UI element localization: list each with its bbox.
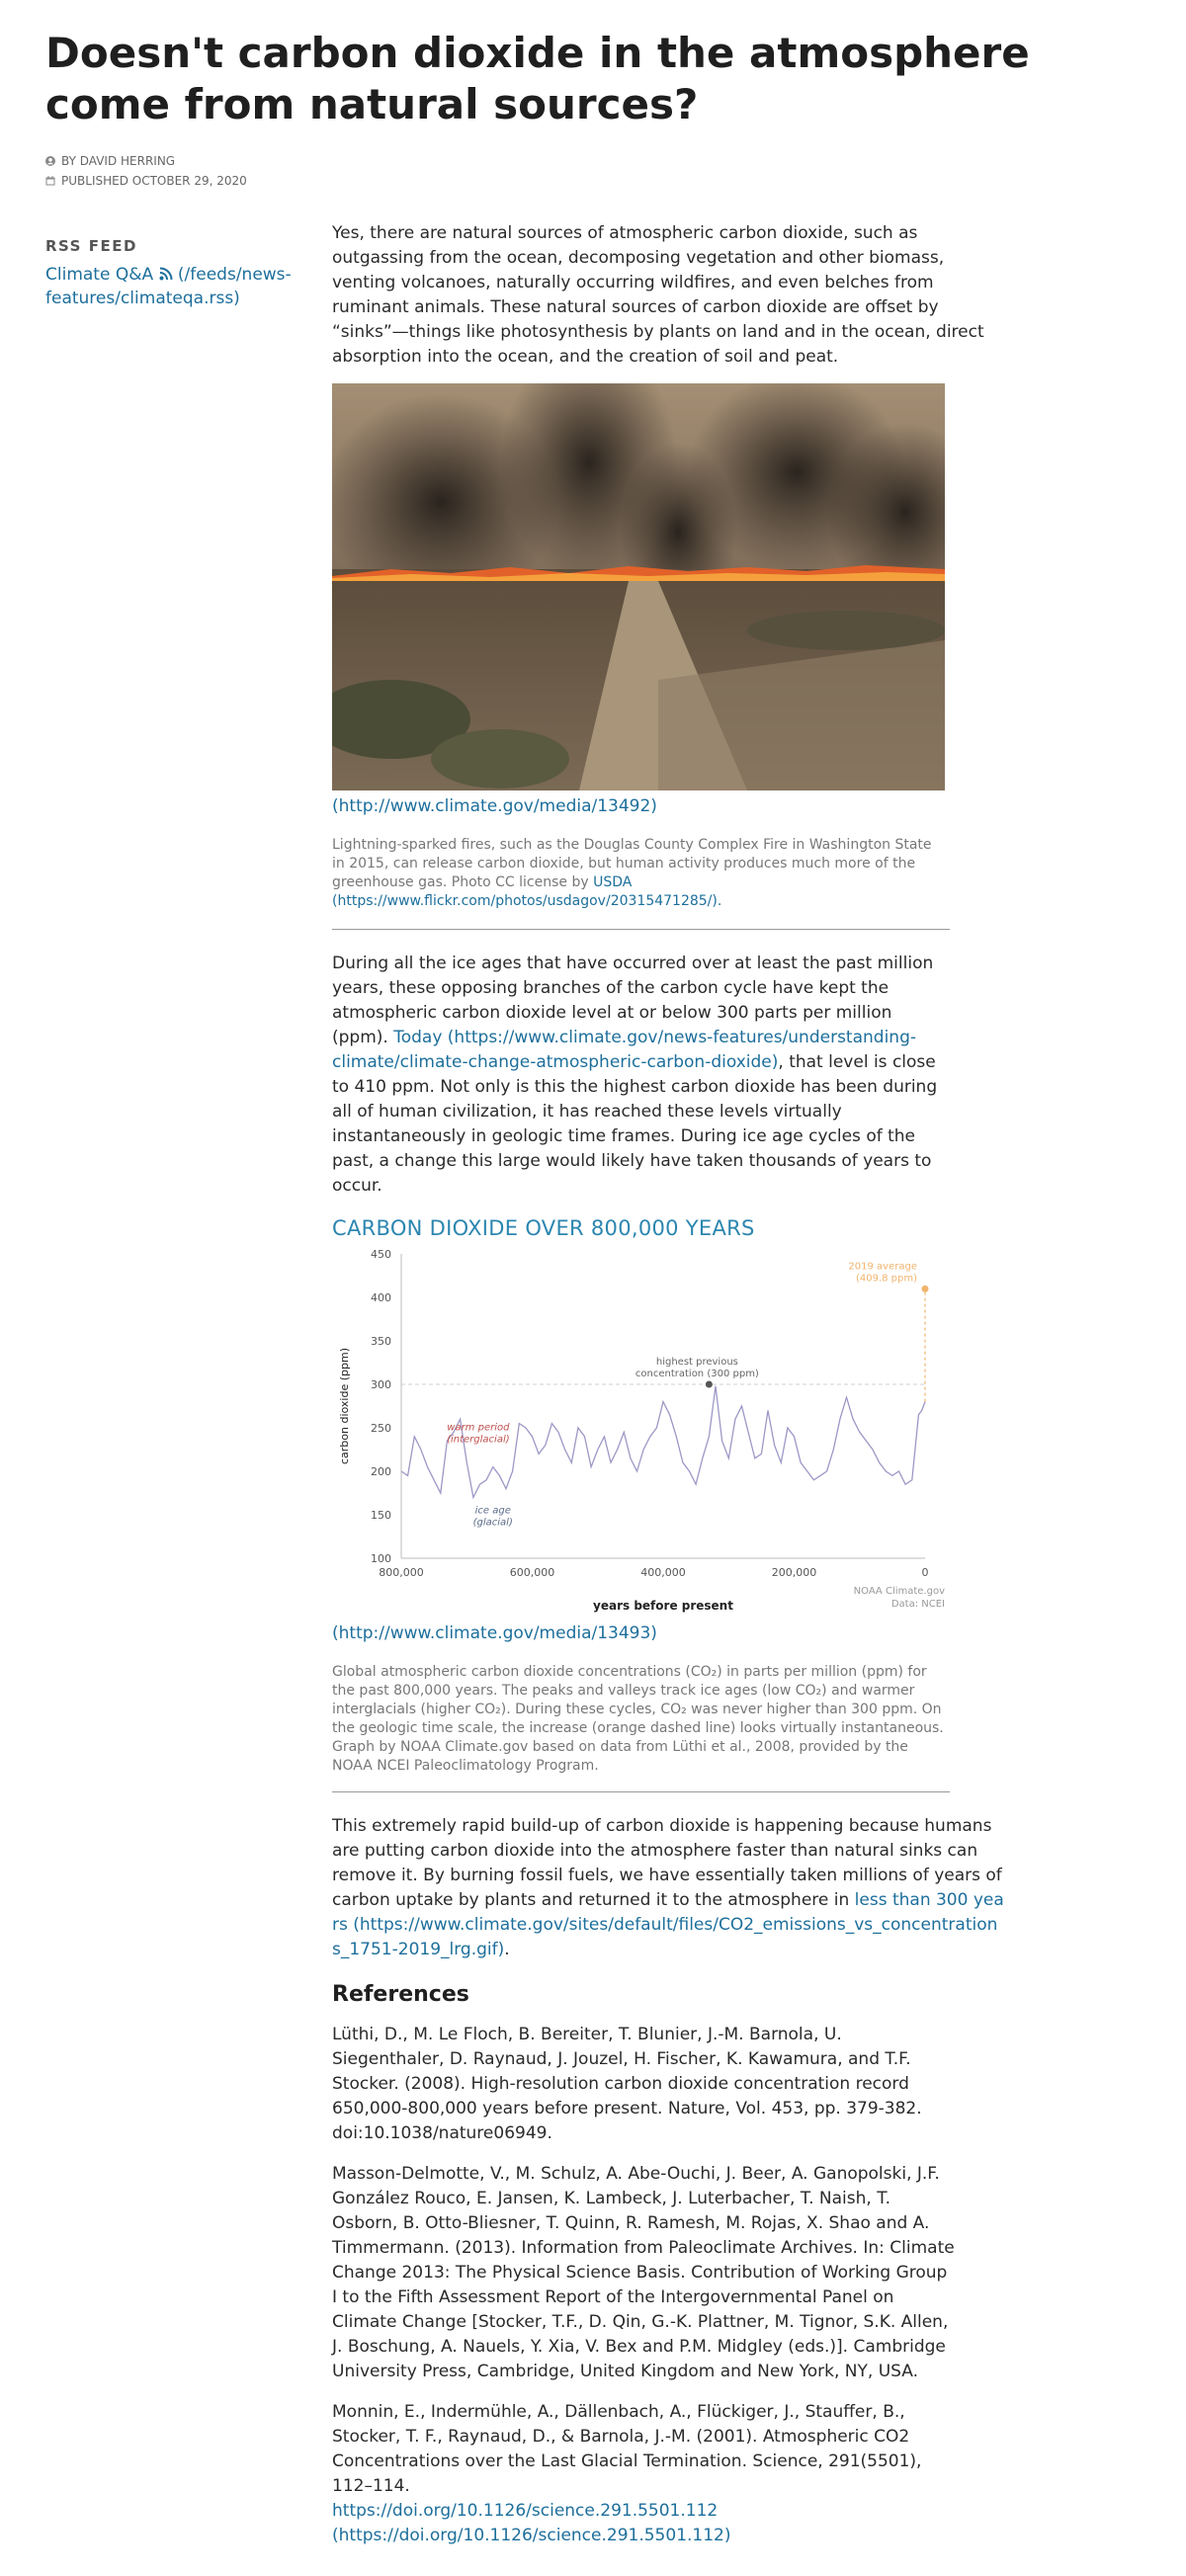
y-tick-label: 250 (371, 1422, 391, 1435)
photo-media-link-text[interactable]: (http://www.climate.gov/media/13492) (332, 796, 657, 816)
chart-caption: Global atmospheric carbon dioxide concentrations (CO₂) in parts per million (ppm) for the past 800,000 years. The peaks and valleys track ice ages (low CO₂) and warmer interglacials (higher CO₂). During these cycles, CO₂ was never higher than 300 ppm. On the geologic time scale, the increase (orange dashed line) looks virtually instantaneous. Graph by NOAA Climate.gov based on data from Lüthi et al., 2008, provided by the NOAA NCEI Paleoclimatology Program. (332, 1664, 944, 1774)
separator-2 (332, 1791, 950, 1792)
photo-media-link[interactable] (332, 796, 984, 816)
reference-3-doi-url[interactable]: (https://doi.org/10.1126/science.291.5501.112) (332, 2526, 731, 2545)
highest-previous-point (706, 1381, 713, 1388)
x-tick-label: 800,000 (379, 1566, 424, 1579)
paragraph-3-text-a: This extremely rapid build-up of carbon dioxide is happening because humans are putting carbon dioxide into the atmosphere faster than natural sinks can remove it. By burning fossil fuels, we have essentially taken millions of years of carbon uptake by plants and returned it to the atmosphere in (332, 1816, 1002, 1910)
highest-previous-label-2: concentration (300 ppm) (635, 1369, 759, 1379)
x-tick-label: 200,000 (771, 1566, 817, 1579)
ice-age-label-2: (glacial) (472, 1517, 513, 1529)
x-axis-label: years before present (593, 1599, 733, 1613)
chart-source-1: NOAA Climate.gov (853, 1586, 945, 1597)
current-point-label-value: (409.8 ppm) (855, 1273, 917, 1285)
reference-3-doi-link[interactable]: https://doi.org/10.1126/science.291.5501.112 (332, 2501, 719, 2521)
reference-1: Lüthi, D., M. Le Floch, B. Bereiter, T. Blunier, J.-M. Barnola, U. Siegenthaler, D. Raynaud, J. Jouzel, H. Fischer, K. Kawamura, and T.F. Stocker. (2008). High-resolution carbon dioxide concentration record 650,000-800,000 years before present. Nature, Vol. 453, pp. 379-382. doi:10.1038/nature06949. (332, 2025, 922, 2143)
y-tick-label: 400 (371, 1291, 391, 1304)
y-tick-label: 150 (371, 1509, 391, 1522)
rss-feed-link[interactable] (45, 263, 293, 310)
ice-age-label: ice age (474, 1505, 511, 1517)
warm-period-label: warm period (447, 1422, 510, 1434)
reference-2: Masson-Delmotte, V., M. Schulz, A. Abe-Ouchi, J. Beer, A. Ganopolski, J.F. González Rouco, E. Jansen, K. Lambeck, J. Luterbacher, T. Naish, T. Osborn, B. Otto-Bliesner, T. Quinn, R. Ramesh, M. Rojas, X. Shao and A. Timmermann. (2013). Information from Paleoclimate Archives. In: Climate Change 2013: The Physical Science Basis. Contribution of Working Group I to the Fifth Assessment Report of the Intergovernmental Panel on Climate Change [Stocker, T.F., D. Qin, G.-K. Plattner, M. Tignor, S.K. Allen, J. Boschung, A. Nauels, Y. Xia, V. Bex and P.M. Midgley (eds.)]. Cambridge University Press, Cambridge, United Kingdom and New York, NY, USA. (332, 2164, 955, 2381)
y-axis-label: carbon dioxide (ppm) (338, 1348, 351, 1464)
photo-caption-url[interactable]: (https://www.flickr.com/photos/usdagov/20315471285/). (332, 893, 722, 909)
current-point (922, 1286, 929, 1292)
rss-feed-heading: RSS FEED (45, 237, 137, 255)
y-tick-label: 100 (371, 1552, 391, 1565)
photo-caption (332, 836, 945, 911)
wildfire-photo (332, 383, 945, 790)
reference-3 (332, 2400, 955, 2548)
wildfire-photo-art (332, 383, 945, 790)
calendar-icon (45, 176, 55, 186)
y-tick-label: 350 (371, 1335, 391, 1348)
reference-3-text: Monnin, E., Indermühle, A., Dällenbach, A., Flückiger, J., Stauffer, B., Stocker, T. F., Raynaud, D., & Barnola, J.-M. (2001). Atmospheric CO2 Concentrations over the Last Glacial Termination. Science, 291(5501), 112–114. (332, 2402, 922, 2496)
paragraph-3-text-b: . (504, 1940, 510, 1959)
article-body (332, 221, 1004, 2548)
rss-link-text[interactable]: Climate Q&A (45, 265, 154, 285)
references-heading: References (332, 1982, 469, 2007)
rss-icon (159, 267, 173, 281)
paragraph-2-text-a: During all the ice ages that have occurred over at least the past million years, these opposing branches of the carbon cycle have kept the atmospheric carbon dioxide level at or below 300 parts per million (ppm). (332, 954, 934, 1047)
chart-heading: CARBON DIOXIDE OVER 800,000 YEARS (332, 1216, 755, 1240)
photo-caption-text: Lightning-sparked fires, such as the Douglas County Complex Fire in Washington State in 2015, can release carbon dioxide, but human activity produces much more of the greenhouse gas. Photo CC license by (332, 837, 932, 890)
rss-url[interactable]: (/feeds/news-features/climateqa.rss) (45, 265, 292, 308)
photo-caption-usda-link[interactable]: USDA (593, 874, 633, 890)
y-tick-label: 200 (371, 1465, 391, 1478)
x-tick-label: 0 (921, 1566, 929, 1579)
separator-1 (332, 929, 950, 930)
chart-source-2: Data: NCEI (890, 1599, 945, 1610)
y-tick-label: 300 (371, 1378, 391, 1391)
today-link[interactable]: Today (https://www.climate.gov/news-features/understanding-climate/climate-change-atmospheric-carbon-dioxide) (332, 1028, 916, 1072)
sidebar (45, 237, 293, 310)
x-tick-label: 400,000 (640, 1566, 686, 1579)
y-tick-label: 450 (371, 1248, 391, 1261)
user-icon (45, 156, 55, 166)
paragraph-2-text-b: , that level is close to 410 ppm. Not only is this the highest carbon dioxide has been during all of human civilization, it has reached these levels virtually instantaneously in geologic time frames. During ice age cycles of the past, a change this large would likely have taken thousands of years to occur. (332, 1052, 938, 1196)
byline-text: BY DAVID HERRING (61, 154, 176, 168)
chart-media-link-text[interactable]: (http://www.climate.gov/media/13493) (332, 1623, 657, 1643)
less-than-300-years-link[interactable]: less than 300 years (https://www.climate.gov/sites/default/files/CO2_emissions_vs_concentrations_1751-2019_lrg.gif) (332, 1890, 1004, 1959)
paragraph-2 (332, 952, 950, 1199)
highest-previous-label: highest previous (655, 1357, 738, 1368)
x-tick-label: 600,000 (509, 1566, 555, 1579)
byline (45, 154, 175, 168)
publish-date (45, 174, 247, 188)
warm-period-label-2: (interglacial) (447, 1434, 510, 1446)
publish-date-text: PUBLISHED OCTOBER 29, 2020 (61, 174, 247, 188)
current-point-label: 2019 average (848, 1261, 917, 1273)
paragraph-3 (332, 1814, 1004, 1962)
co2-chart (332, 1244, 965, 1620)
article-title: Doesn't carbon dioxide in the atmosphere come from natural sources? (45, 29, 1030, 128)
paragraph-1: Yes, there are natural sources of atmospheric carbon dioxide, such as outgassing from the ocean, decomposing vegetation and other biomass, venting volcanoes, naturally occurring wildfires, and even belches from ruminant animals. These natural sources of carbon dioxide are offset by “sinks”—things like photosynthesis by plants on land and in the ocean, direct absorption into the ocean, and the creation of soil and peat. (332, 223, 984, 367)
chart-media-link[interactable] (332, 1623, 984, 1643)
